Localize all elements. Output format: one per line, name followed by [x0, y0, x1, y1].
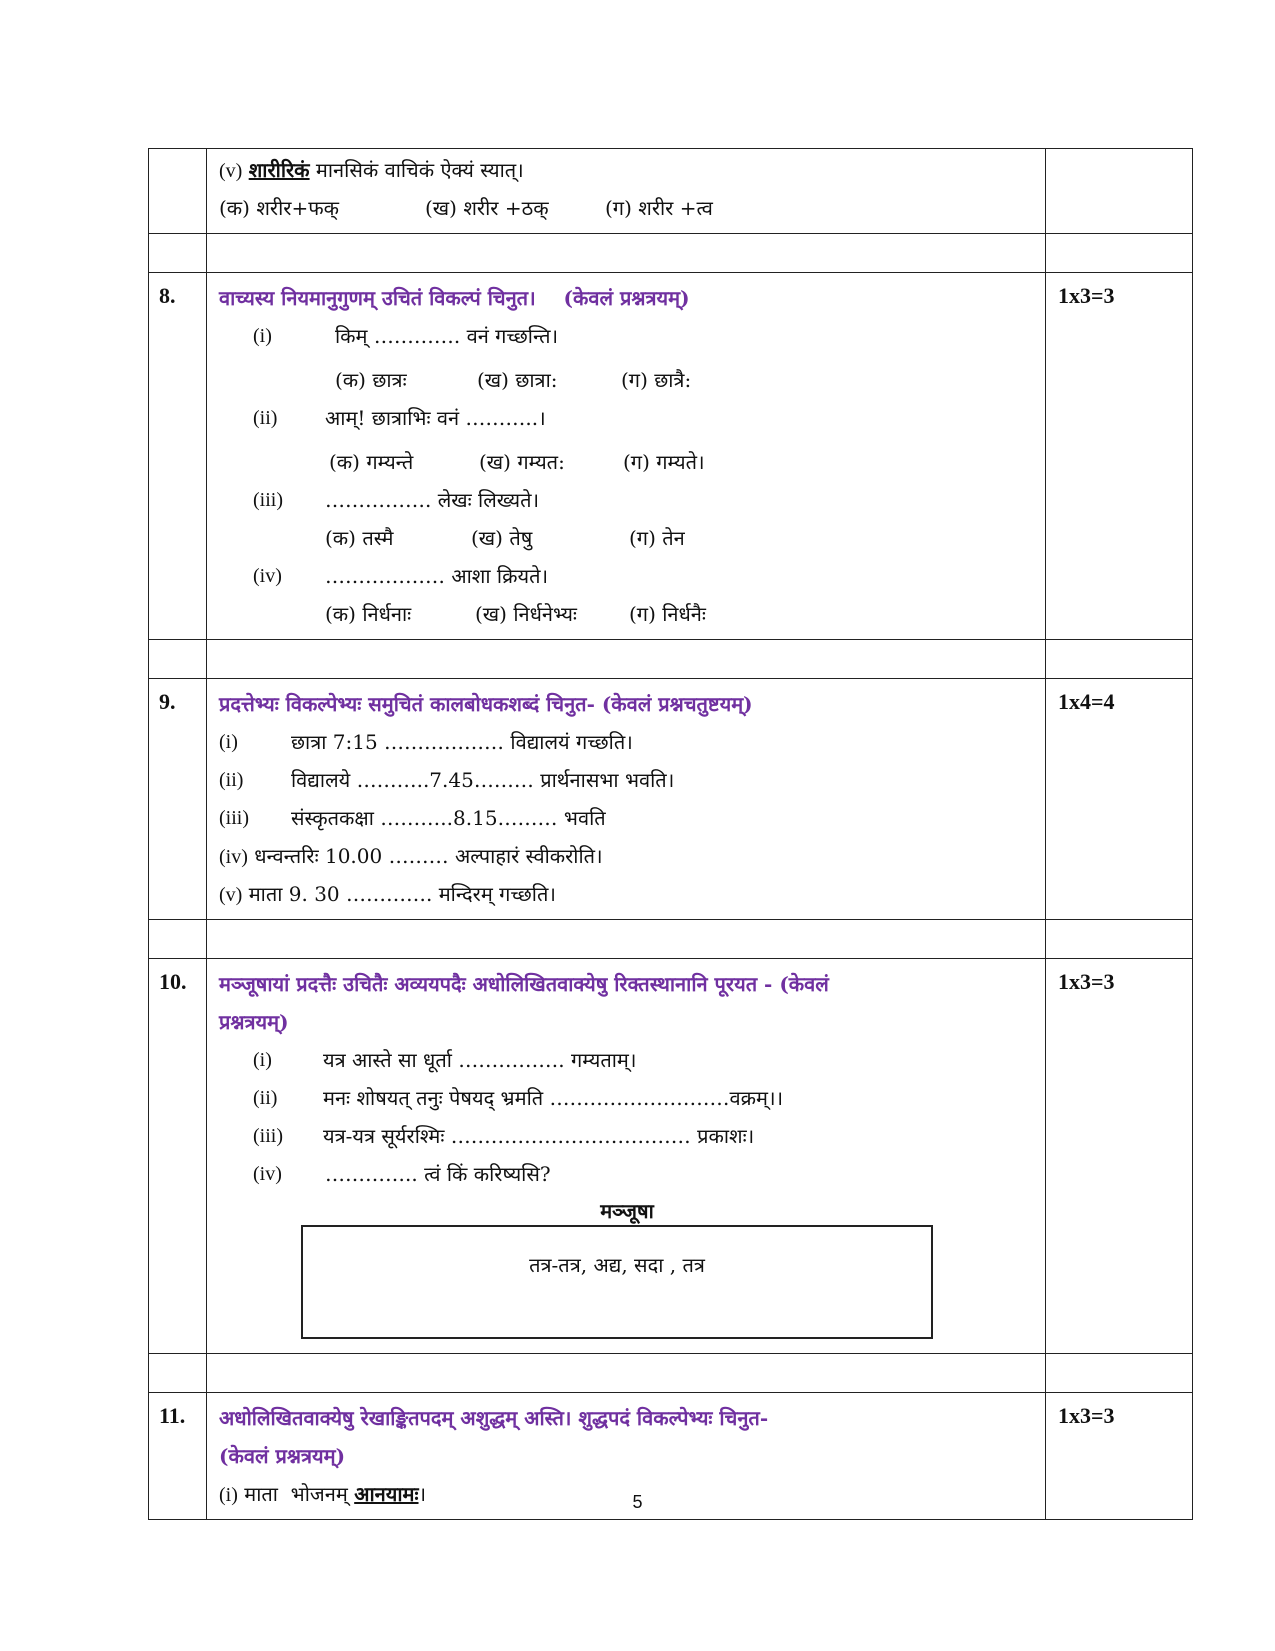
q9-number: 9.: [159, 689, 176, 714]
q8-row: [149, 273, 1193, 640]
q10-item-ii: (ii) मनः शोषयत् तनुः पेषयद् भ्रमति ………………………वक्रम्।।: [253, 1086, 784, 1110]
q7-row: [149, 149, 1193, 234]
manjusha-word-box: [301, 1225, 933, 1339]
manjusha-title: मञ्जूषा: [600, 1199, 654, 1223]
q10-item-i: (i) यत्र आस्ते सा धूर्ता ……………. गम्यताम्।: [253, 1048, 637, 1072]
page-number: 5: [632, 1492, 643, 1512]
q10-heading-line1: मञ्जूषायां प्रदत्तैः उचितैः अव्ययपदैः अधोलिखितवाक्येषु रिक्तस्थानानि पूरयत - (केवलं: [219, 972, 829, 996]
q11-number: 11.: [159, 1403, 186, 1428]
q7-option-ka: (क) शरीर+फक्: [219, 196, 340, 220]
q9-item-iii: (iii) संस्कृतकक्षा ………..8.15……… भवति: [219, 806, 606, 830]
q8-item-i-options: (क) छात्रः (ख) छात्रा: (ग) छात्रै:: [335, 368, 692, 392]
q8-item-ii: (ii) आम्! छात्राभिः वनं ………..।: [253, 406, 546, 430]
q9-row: [149, 679, 1193, 920]
q7-item-v: (v) शारीरिकं मानसिकं वाचिकं ऐक्यं स्यात्।: [219, 158, 524, 182]
q7-underlined-word: शारीरिकं: [248, 158, 310, 182]
q10-marks: 1x3=3: [1058, 969, 1115, 994]
q11-heading-line1: अधोलिखितवाक्येषु रेखाङ्कितपदम् अशुद्धम् अस्ति। शुद्धपदं विकल्पेभ्यः चिनुत-: [219, 1406, 769, 1430]
q9-marks: 1x4=4: [1058, 689, 1115, 714]
q10-item-iii: (iii) यत्र-यत्र सूर्यरश्मिः ……………………………… प्रकाशः।: [253, 1124, 755, 1148]
q8-item-i: (i) किम् …………. वनं गच्छन्ति।: [253, 324, 559, 348]
q9-item-v: (v) माता 9. 30 …………. मन्दिरम् गच्छति।: [219, 882, 556, 906]
q8-heading: वाच्यस्य नियमानुगुणम् उचितं विकल्पं चिनुत। (केवलं प्रश्नत्रयम्): [219, 286, 690, 310]
q10-number: 10.: [159, 969, 187, 994]
q7-option-kha: (ख) शरीर +ठक्: [425, 196, 549, 220]
q7-option-ga: (ग) शरीर +त्व: [605, 196, 713, 220]
q10-item-iv: (iv) ………….. त्वं किं करिष्यसि?: [253, 1162, 551, 1186]
q9-item-iv: (iv) धन्वन्तरिः 10.00 ……… अल्पाहारं स्वीकरोति।: [219, 844, 603, 868]
q7-content: [207, 149, 1046, 234]
q8-marks: 1x3=3: [1058, 283, 1115, 308]
q9-item-i: (i) छात्रा 7:15 ……………… विद्यालयं गच्छति।: [219, 730, 633, 754]
q7-options: [219, 189, 1035, 227]
q8-item-iii-options: (क) तस्मै (ख) तेषु (ग) तेन: [325, 526, 685, 550]
q11-marks: 1x3=3: [1058, 1403, 1115, 1428]
question-table: [148, 148, 1193, 1520]
q10-items: [219, 1041, 1035, 1193]
q9-item-ii: (ii) विद्यालये ………..7.45……… प्रार्थनासभा भवति।: [219, 768, 675, 792]
q8-item-iv: (iv) ……………… आशा क्रियते।: [253, 564, 549, 588]
q7-number-cell: [149, 149, 207, 234]
q9-heading: प्रदत्तेभ्यः विकल्पेभ्यः समुचितं कालबोधकशब्दं चिनुत- (केवलं प्रश्नचतुष्टयम्): [219, 692, 753, 716]
q11-heading-line2: (केवलं प्रश्नत्रयम्): [219, 1444, 346, 1468]
q7-marks-cell: [1046, 149, 1193, 234]
q10-row: [149, 959, 1193, 1354]
q11-underlined-word: आनयामः: [354, 1482, 419, 1506]
q8-item-ii-options: (क) गम्यन्ते (ख) गम्यत: (ग) गम्यते।: [329, 450, 705, 474]
manjusha-words: तत्र-तत्र, अद्य, सदा , तत्र: [529, 1253, 705, 1277]
q10-heading-line2: प्रश्नत्रयम्): [219, 1010, 289, 1034]
q8-number: 8.: [159, 283, 176, 308]
q8-item-iii: (iii) ……………. लेखः लिख्यते।: [253, 488, 540, 512]
q8-items: [219, 317, 1035, 633]
q8-item-iv-options: (क) निर्धनाः (ख) निर्धनेभ्यः (ग) निर्धनैः: [325, 602, 706, 626]
q11-item-i: (i) माता भोजनम् आनयामः।: [219, 1482, 427, 1506]
